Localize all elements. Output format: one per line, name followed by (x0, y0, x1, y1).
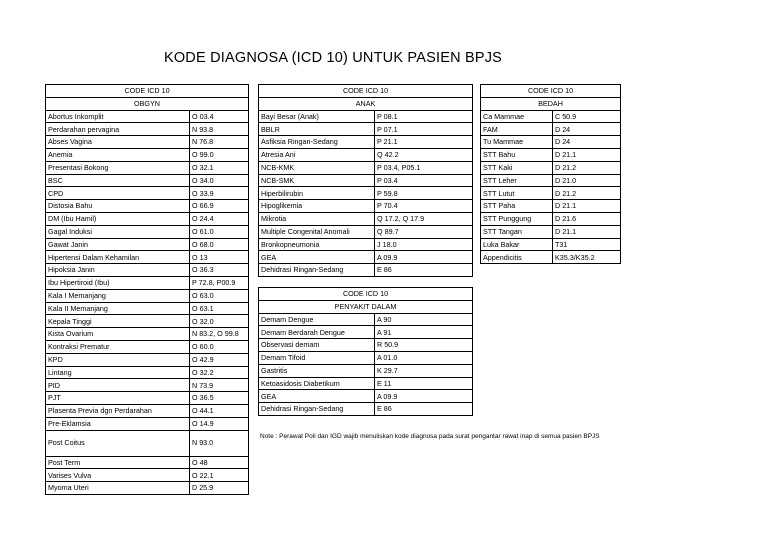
table-row (46, 174, 249, 187)
icd-code-cell: C 50.9 (553, 110, 621, 123)
table-row (481, 148, 621, 161)
icd-code-cell: D 24 (553, 123, 621, 136)
icd-code-cell: A 01.0 (375, 351, 473, 364)
table-row (46, 469, 249, 482)
table-row (259, 339, 473, 352)
diagnosis-cell: Anemia (46, 148, 190, 161)
table-row (46, 238, 249, 251)
table-row (481, 123, 621, 136)
table-row (259, 264, 473, 277)
icd-code-cell: D 21.2 (553, 161, 621, 174)
table-row (259, 123, 473, 136)
icd-code-cell: O 60.0 (190, 340, 249, 353)
diagnosis-cell: STT Kaki (481, 161, 553, 174)
table-row (46, 340, 249, 353)
icd-code-cell: N 83.2, O 99.8 (190, 328, 249, 341)
code-header: CODE ICD 10 (481, 85, 621, 98)
icd-code-cell: D 25.9 (190, 482, 249, 495)
table-row (259, 225, 473, 238)
table-row (46, 251, 249, 264)
icd-code-cell: D 21.0 (553, 174, 621, 187)
section-header: BEDAH (481, 97, 621, 110)
table-row (46, 264, 249, 277)
icd-code-cell: N 76.8 (190, 136, 249, 149)
diagnosis-cell: Mikrotia (259, 212, 375, 225)
diagnosis-cell: NCB-SMK (259, 174, 375, 187)
anak-table (258, 84, 473, 277)
table-row (259, 110, 473, 123)
table-row (46, 430, 249, 456)
table-row (481, 225, 621, 238)
diagnosis-cell: Appendicitis (481, 251, 553, 264)
code-header: CODE ICD 10 (46, 85, 249, 98)
icd-code-cell: N 93.0 (190, 430, 249, 456)
table-row (481, 251, 621, 264)
table-row (259, 200, 473, 213)
diagnosis-cell: Demam Berdarah Dengue (259, 326, 375, 339)
icd-code-cell: D 21.1 (553, 200, 621, 213)
table-row (46, 417, 249, 430)
diagnosis-cell: Kontraksi Prematur (46, 340, 190, 353)
diagnosis-cell: Gagal Induksi (46, 225, 190, 238)
icd-code-cell: P 07.1 (375, 123, 473, 136)
icd-code-cell: O 42.9 (190, 353, 249, 366)
diagnosis-cell: GEA (259, 390, 375, 403)
diagnosis-cell: Distosia Bahu (46, 200, 190, 213)
icd-code-cell: T31 (553, 238, 621, 251)
diagnosis-cell: Hipertensi Dalam Kehamilan (46, 251, 190, 264)
table-row (259, 403, 473, 416)
icd-code-cell: D 24 (553, 136, 621, 149)
diagnosis-cell: Bayi Besar (Anak) (259, 110, 375, 123)
note-text: Note : Perawat Poli dan IGD wajib menuliskan kode diagnosa pada surat pengantar rawat inap di semua pasien BPJS (260, 433, 600, 440)
section-header: PENYAKIT DALAM (259, 300, 473, 313)
diagnosis-cell: BSC (46, 174, 190, 187)
icd-code-cell: N 93.8 (190, 123, 249, 136)
icd-code-cell: O 32.2 (190, 366, 249, 379)
icd-code-cell: O 61.0 (190, 225, 249, 238)
table-row (46, 315, 249, 328)
icd-code-cell: Q 17.2, Q 17.9 (375, 212, 473, 225)
diagnosis-cell: STT Punggung (481, 212, 553, 225)
diagnosis-cell: PID (46, 379, 190, 392)
table-row (46, 353, 249, 366)
icd-code-cell: A 09.9 (375, 390, 473, 403)
diagnosis-cell: Pre-Eklamsia (46, 417, 190, 430)
diagnosis-cell: Ketoasidosis Diabetikum (259, 377, 375, 390)
icd-code-cell: P 70.4 (375, 200, 473, 213)
icd-code-cell: P 03.4, P05.1 (375, 161, 473, 174)
table-row (259, 377, 473, 390)
table-row (46, 482, 249, 495)
table-row (46, 379, 249, 392)
table-row (46, 392, 249, 405)
table-row (259, 351, 473, 364)
table-row (46, 136, 249, 149)
icd-code-cell: O 36.5 (190, 392, 249, 405)
diagnosis-cell: Dehidrasi Ringan-Sedang (259, 264, 375, 277)
table-row (481, 110, 621, 123)
icd-code-cell: E 86 (375, 403, 473, 416)
icd-code-cell: O 99.0 (190, 148, 249, 161)
diagnosis-cell: CPD (46, 187, 190, 200)
diagnosis-cell: KPD (46, 353, 190, 366)
diagnosis-cell: Kala I Memanjang (46, 289, 190, 302)
icd-code-cell: A 90 (375, 313, 473, 326)
icd-code-cell: N 73.9 (190, 379, 249, 392)
icd-code-cell: K 29.7 (375, 364, 473, 377)
section-header: ANAK (259, 97, 473, 110)
icd-code-cell: P 72.8, P00.9 (190, 276, 249, 289)
diagnosis-cell: Kista Ovarium (46, 328, 190, 341)
table-row (46, 123, 249, 136)
diagnosis-cell: NCB-KMK (259, 161, 375, 174)
icd-code-cell: O 03.4 (190, 110, 249, 123)
diagnosis-cell: GEA (259, 251, 375, 264)
diagnosis-cell: Dehidrasi Ringan-Sedang (259, 403, 375, 416)
icd-code-cell: O 66.9 (190, 200, 249, 213)
diagnosis-cell: Presentasi Bokong (46, 161, 190, 174)
diagnosis-cell: Hipoksia Janin (46, 264, 190, 277)
diagnosis-cell: Perdarahan pervagina (46, 123, 190, 136)
icd-code-cell: O 33.9 (190, 187, 249, 200)
table-row (259, 212, 473, 225)
table-row (481, 238, 621, 251)
diagnosis-cell: Varises Vulva (46, 469, 190, 482)
table-row (259, 238, 473, 251)
table-row (46, 110, 249, 123)
icd-code-cell: P 21.1 (375, 136, 473, 149)
icd-code-cell: D 21.2 (553, 187, 621, 200)
icd-code-cell: O 13 (190, 251, 249, 264)
diagnosis-cell: STT Leher (481, 174, 553, 187)
diagnosis-cell: DM (Ibu Hamil) (46, 212, 190, 225)
diagnosis-cell: Hiperbilirubin (259, 187, 375, 200)
diagnosis-cell: Plasenta Previa dgn Perdarahan (46, 404, 190, 417)
diagnosis-cell: Abortus Inkomplit (46, 110, 190, 123)
diagnosis-cell: Ca Mammae (481, 110, 553, 123)
icd-code-cell: O 63.1 (190, 302, 249, 315)
diagnosis-cell: PJT (46, 392, 190, 405)
table-row (46, 276, 249, 289)
bedah-table (480, 84, 621, 264)
diagnosis-cell: FAM (481, 123, 553, 136)
table-row (46, 200, 249, 213)
icd-code-cell: P 08.1 (375, 110, 473, 123)
icd-code-cell: O 14.9 (190, 417, 249, 430)
diagnosis-cell: Luka Bakar (481, 238, 553, 251)
table-row (481, 174, 621, 187)
table-row (46, 456, 249, 469)
diagnosis-cell: Gawat Janin (46, 238, 190, 251)
table-row (46, 161, 249, 174)
table-row (46, 404, 249, 417)
table-row (46, 302, 249, 315)
icd-code-cell: A 91 (375, 326, 473, 339)
icd-code-cell: O 63.0 (190, 289, 249, 302)
table-row (259, 174, 473, 187)
table-row (46, 187, 249, 200)
icd-code-cell: Q 89.7 (375, 225, 473, 238)
table-row (259, 313, 473, 326)
diagnosis-cell: Post Coitus (46, 430, 190, 456)
diagnosis-cell: Demam Tifoid (259, 351, 375, 364)
code-header: CODE ICD 10 (259, 85, 473, 98)
diagnosis-cell: Abses Vagina (46, 136, 190, 149)
table-row (481, 161, 621, 174)
table-row (46, 366, 249, 379)
icd-code-cell: R 50.9 (375, 339, 473, 352)
table-row (259, 136, 473, 149)
icd-code-cell: O 68.0 (190, 238, 249, 251)
diagnosis-cell: Kepala Tinggi (46, 315, 190, 328)
table-row (481, 200, 621, 213)
icd-code-cell: E 86 (375, 264, 473, 277)
table-row (259, 326, 473, 339)
icd-code-cell: E 11 (375, 377, 473, 390)
table-row (259, 187, 473, 200)
obgyn-table (45, 84, 249, 495)
diagnosis-cell: Myoma Uteri (46, 482, 190, 495)
section-header: OBGYN (46, 97, 249, 110)
code-header: CODE ICD 10 (259, 288, 473, 301)
icd-code-cell: O 44.1 (190, 404, 249, 417)
diagnosis-cell: Observasi demam (259, 339, 375, 352)
diagnosis-cell: STT Paha (481, 200, 553, 213)
icd-code-cell: O 32.0 (190, 315, 249, 328)
table-row (481, 136, 621, 149)
diagnosis-cell: Gastritis (259, 364, 375, 377)
diagnosis-cell: Asfiksia Ringan-Sedang (259, 136, 375, 149)
icd-code-cell: O 24.4 (190, 212, 249, 225)
diagnosis-cell: BBLR (259, 123, 375, 136)
icd-code-cell: O 36.3 (190, 264, 249, 277)
icd-code-cell: O 32.1 (190, 161, 249, 174)
icd-code-cell: Q 42.2 (375, 148, 473, 161)
icd-code-cell: O 48 (190, 456, 249, 469)
icd-code-cell: D 21.1 (553, 225, 621, 238)
table-row (46, 225, 249, 238)
icd-code-cell: P 59.8 (375, 187, 473, 200)
table-row (259, 161, 473, 174)
table-row (259, 390, 473, 403)
table-row (481, 212, 621, 225)
diagnosis-cell: STT Bahu (481, 148, 553, 161)
diagnosis-cell: Bronkopneumonia (259, 238, 375, 251)
diagnosis-cell: Post Term (46, 456, 190, 469)
table-row (46, 148, 249, 161)
icd-code-cell: J 18.0 (375, 238, 473, 251)
table-row (481, 187, 621, 200)
table-row (259, 148, 473, 161)
diagnosis-cell: STT Tangan (481, 225, 553, 238)
diagnosis-cell: Multiple Congenital Anomali (259, 225, 375, 238)
icd-code-cell: O 22.1 (190, 469, 249, 482)
icd-code-cell: O 34.0 (190, 174, 249, 187)
icd-code-cell: P 03.4 (375, 174, 473, 187)
diagnosis-cell: Tu Mammae (481, 136, 553, 149)
icd-code-cell: D 21.1 (553, 148, 621, 161)
icd-code-cell: K35.3/K35.2 (553, 251, 621, 264)
diagnosis-cell: Hipoglikemia (259, 200, 375, 213)
diagnosis-cell: Demam Dengue (259, 313, 375, 326)
diagnosis-cell: Kala II Memanjang (46, 302, 190, 315)
diagnosis-cell: Lintang (46, 366, 190, 379)
diagnosis-cell: Ibu Hipertiroid (Ibu) (46, 276, 190, 289)
table-row (259, 364, 473, 377)
table-row (259, 251, 473, 264)
diagnosis-cell: STT Lutut (481, 187, 553, 200)
diagnosis-cell: Atresia Ani (259, 148, 375, 161)
table-row (46, 289, 249, 302)
icd-code-cell: D 21.6 (553, 212, 621, 225)
table-row (46, 328, 249, 341)
table-row (46, 212, 249, 225)
penyakit-dalam-table (258, 287, 473, 416)
icd-code-cell: A 09.9 (375, 251, 473, 264)
page-title: KODE DIAGNOSA (ICD 10) UNTUK PASIEN BPJS (163, 50, 503, 66)
